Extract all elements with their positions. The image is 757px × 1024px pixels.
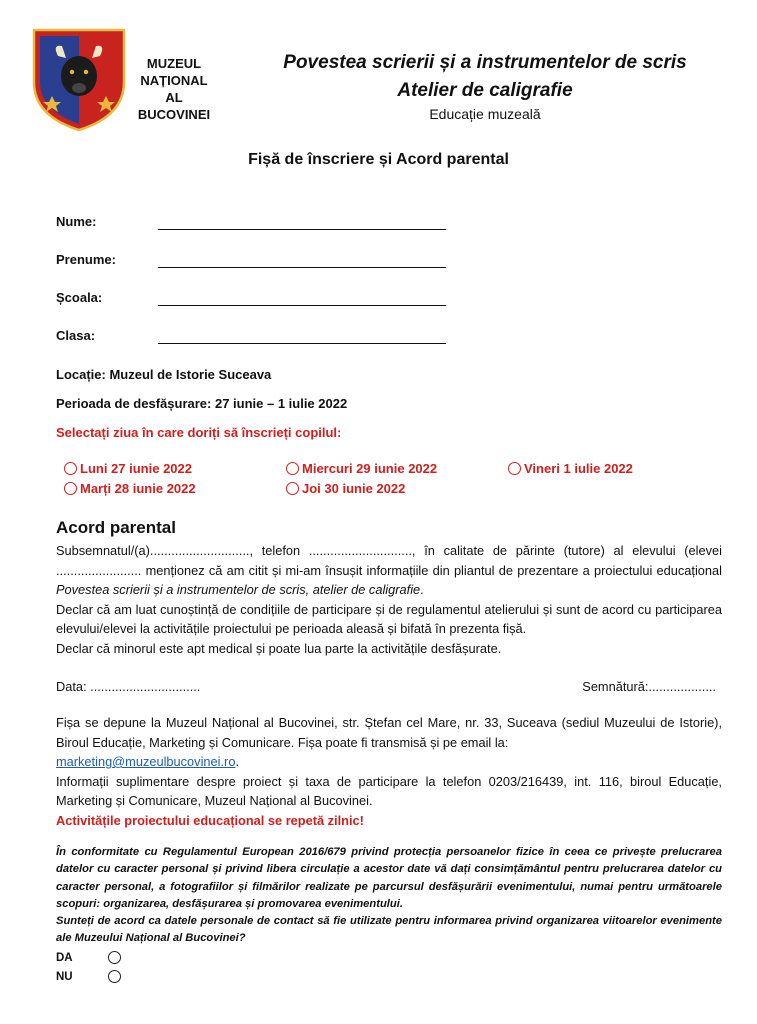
submission-paragraph	[56, 713, 722, 772]
location-text: Locație: Muzeul de Istorie Suceava	[56, 367, 272, 382]
consent-no-option[interactable]	[56, 970, 121, 983]
gdpr-paragraph-1: În conformitate cu Regulamentul European 2016/679 privind protecția persoanelor fizice în ceea ce privește prelucrarea datelor cu caracter personal și privind libera circulație a acestor date vă dați consimțământul pentru prelucrarea datelor cu caracter personal, a fotografiilor și filmărilor realizate pe parcursul desfășurării evenimentului, numai pentru următoarele scopuri: organizarea, desfășurarea și promovarea evenimentului.	[56, 846, 722, 910]
date-signature-row	[56, 679, 716, 694]
day-label: Marți 28 iunie 2022	[80, 481, 196, 496]
surname-field-line[interactable]	[158, 267, 446, 268]
email-link[interactable]: marketing@muzeulbucovinei.ro	[56, 754, 236, 769]
checkbox-circle-icon	[108, 970, 121, 983]
email-suffix: .	[235, 754, 239, 769]
gdpr-paragraph-2: Sunteți de acord ca datele personale de contact să fie utilizate pentru informarea privind organizarea viitoarelor evenimente ale Muzeului Național al Bucovinei?	[56, 915, 722, 945]
daily-notice: Activitățile proiectului educațional se repetă zilnic!	[56, 812, 364, 828]
period-text: Perioada de desfășurare: 27 iunie – 1 iulie 2022	[56, 396, 348, 411]
org-line-2: NAȚIONAL	[140, 73, 208, 88]
consent-yes-option[interactable]	[56, 951, 121, 964]
form-title: Fișă de înscriere și Acord parental	[248, 151, 509, 168]
date-label[interactable]: Data: ...............................	[56, 679, 201, 694]
gdpr-notice	[56, 844, 722, 948]
school-field-line[interactable]	[158, 305, 446, 306]
day-option-monday[interactable]	[64, 461, 192, 476]
radio-circle-icon	[286, 482, 299, 495]
day-option-thursday[interactable]	[286, 481, 405, 496]
day-label: Miercuri 29 iunie 2022	[302, 461, 438, 476]
museum-crest-logo	[30, 24, 128, 132]
project-title-italic: Povestea scrierii și a instrumentelor de scris, atelier de caligrafie	[56, 582, 421, 597]
document-title-line-1: Povestea scrierii și a instrumentelor de scris	[283, 52, 687, 73]
org-line-1: MUZEUL	[146, 56, 202, 71]
radio-circle-icon	[64, 462, 77, 475]
day-label: Joi 30 iunie 2022	[302, 481, 406, 496]
consent-p1-end: .	[420, 582, 424, 597]
surname-label: Prenume:	[56, 252, 116, 267]
radio-circle-icon	[64, 482, 77, 495]
submission-text: Fișa se depune la Muzeul Național al Bucovinei, str. Ștefan cel Mare, nr. 33, Suceava (sediul Muzeului de Istorie), Biroul Educație, Marketing și Comunicare. Fișa poate fi transmisă și pe email la:	[56, 715, 722, 750]
radio-circle-icon	[286, 462, 299, 475]
consent-body	[56, 541, 722, 658]
class-field-line[interactable]	[158, 343, 446, 344]
school-label: Școala:	[56, 290, 103, 305]
document-subtitle: Educație muzeală	[429, 106, 541, 122]
no-label: NU	[56, 970, 73, 983]
org-line-3: AL BUCOVINEI	[137, 90, 211, 122]
day-option-tuesday[interactable]	[64, 481, 196, 496]
additional-info-paragraph: Informații suplimentare despre proiect și taxa de participare la telefon 0203/216439, int. 116, biroul Educație, Marketing și Comunicare, Muzeul Național al Bucovinei.	[56, 773, 722, 808]
yes-label: DA	[56, 951, 73, 964]
day-label: Vineri 1 iulie 2022	[524, 461, 633, 476]
document-title-line-2: Atelier de caligrafie	[397, 80, 573, 101]
name-field-line[interactable]	[158, 229, 446, 230]
day-label: Luni 27 iunie 2022	[80, 461, 192, 476]
submission-info	[56, 713, 722, 830]
checkbox-circle-icon	[108, 951, 121, 964]
consent-paragraph-2: Declar că am luat cunoștință de condițiile de participare și de regulamentul atelierului și sunt de acord cu participarea elevului/elevei la activitățile proiectului pe perioada aleasă și bifată în prezenta fișă.	[56, 601, 722, 636]
class-label: Clasa:	[56, 328, 96, 343]
select-day-prompt: Selectați ziua în care doriți să înscrieți copilul:	[56, 425, 342, 440]
signature-label[interactable]: Semnătură:...................	[582, 679, 716, 694]
day-option-friday[interactable]	[508, 461, 633, 476]
radio-circle-icon	[508, 462, 521, 475]
organization-name	[128, 55, 220, 123]
name-label: Nume:	[56, 214, 97, 229]
consent-paragraph-3: Declar că minorul este apt medical și poate lua parte la activitățile desfășurate.	[56, 640, 502, 656]
consent-heading: Acord parental	[56, 518, 176, 537]
consent-p1-text: Subsemnatul/(a)............................, telefon ............................., în calitate de părinte (tutore) al elevului (elevei ........................ menționez că am citit și mi-am însușit informațiile din pliantul de prezentare a proiectului educațional	[56, 543, 722, 578]
consent-paragraph-1	[56, 541, 722, 600]
day-option-wednesday[interactable]	[286, 461, 437, 476]
